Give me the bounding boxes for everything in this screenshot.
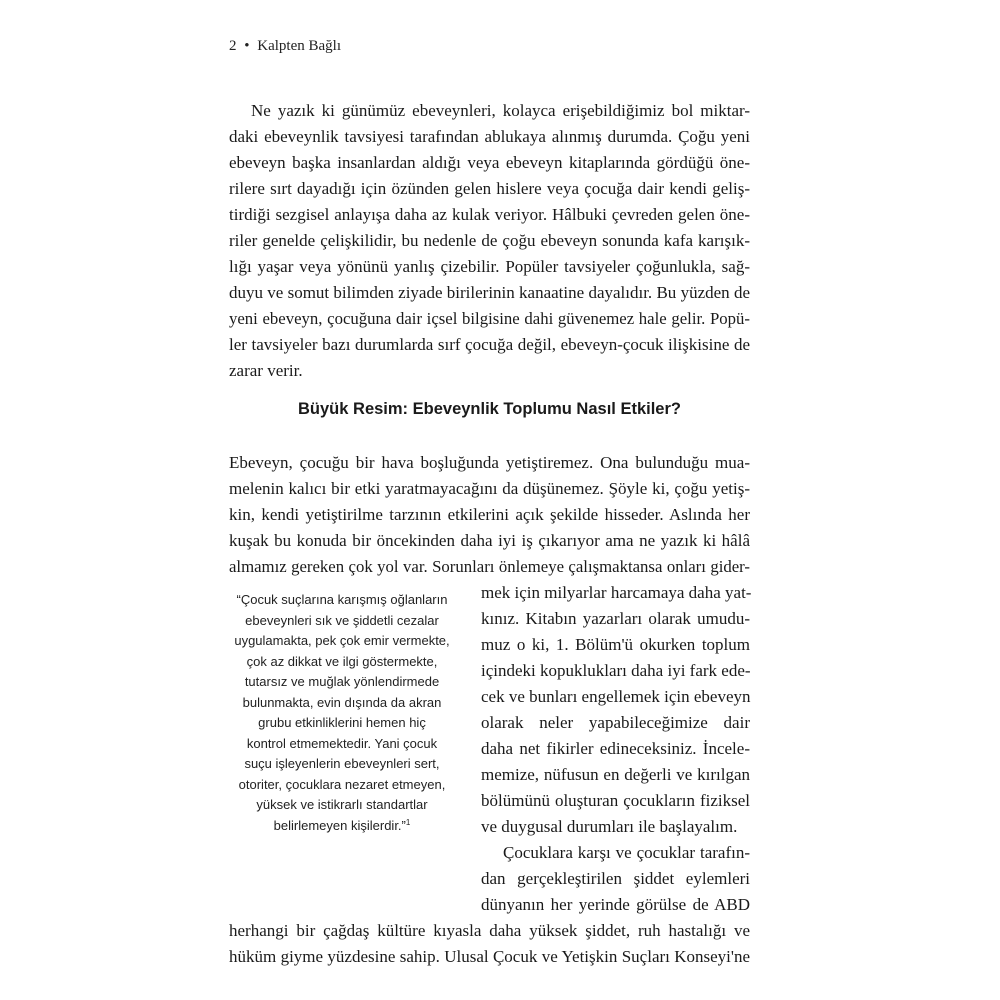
text-line: olarak neler yapabileceğimize dair: [481, 713, 750, 732]
running-header: [229, 38, 341, 55]
quote-line: bulunmakta, evin dışında da akran: [242, 694, 442, 710]
text-line: dan gerçekleştirilen şiddet eylemleri: [481, 869, 750, 888]
text-line: lığı yaşar veya yönünü yanlış çizebilir. Popüler tavsiyeler çoğunlukla, sağ-: [229, 257, 750, 276]
header-bullet: •: [244, 38, 250, 54]
quote-last-text: belirlemeyen kişilerdir.”: [273, 817, 406, 833]
text-line: riler genelde çelişkilidir, bu nedenle de çoğu ebeveyn sonunda kafa karışık-: [229, 231, 750, 250]
quote-line: otoriter, çocuklara nezaret etmeyen,: [238, 776, 446, 792]
text-line: hüküm giyme yüzdesine sahip. Ulusal Çocuk ve Yetişkin Suçları Konseyi'ne: [229, 947, 750, 966]
quote-line: yüksek ve istikrarlı standartlar: [256, 797, 428, 812]
text-line: duyu ve somut bilimden ziyade birilerinin kanaatine dayalıdır. Bu yüzden de: [229, 283, 750, 302]
text-line: yeni ebeveyn, çocuğuna dair içsel bilgisine dahi güvenemez hale gelir. Popü-: [229, 309, 750, 328]
section-heading: Büyük Resim: Ebeveynlik Toplumu Nasıl Etkiler?: [298, 400, 681, 418]
text-line: Ebeveyn, çocuğu bir hava boşluğunda yetiştiremez. Ona bulunduğu mua-: [229, 453, 750, 472]
page-number: 2: [229, 38, 237, 54]
text-line: ebeveyn başka insanlardan aldığı veya ebeveyn kitaplarında gördüğü öne-: [229, 153, 750, 172]
quote-line: kontrol etmemektedir. Yani çocuk: [246, 735, 438, 751]
text-line: bölümünü oluşturan çocukların fiziksel: [481, 791, 750, 810]
text-line: kuşak bu konuda bir öncekinden daha iyi iş çıkarıyor ama ne yazık ki hâlâ: [229, 531, 750, 550]
quote-line: uygulamakta, pek çok emir vermekte,: [234, 633, 450, 648]
quote-line: grubu etkinliklerini hemen hiç: [258, 715, 426, 730]
text-line: muz o ki, 1. Bölüm'ü okurken toplum: [481, 635, 750, 654]
text-line: zarar verir.: [229, 361, 303, 380]
text-line: içindeki kopuklukları daha iyi fark ede-: [481, 661, 751, 680]
pull-quote: [229, 590, 455, 836]
text-line: ve duygusal durumları ile başlayalım.: [481, 817, 738, 836]
text-line: ler tavsiyeler bazı durumlarda sırf çocuğa değil, ebeveyn-çocuk ilişkisine de: [229, 335, 750, 354]
text-line: daha net fikirler edineceksiniz. İncele-: [481, 739, 750, 758]
book-title: Kalpten Bağlı: [257, 38, 341, 54]
text-line: herhangi bir çağdaş kültüre kıyasla daha yüksek şiddet, ruh hastalığı ve: [229, 921, 750, 940]
text-line: melenin kalıcı bir etki yaratmayacağını da düşünemez. Şöyle ki, çoğu yetiş-: [229, 479, 750, 498]
quote-line: [229, 816, 455, 837]
quote-line: çok az dikkat ve ilgi göstermekte,: [246, 653, 438, 669]
text-line: almamız gereken çok yol var. Sorunları önlemeye çalışmaktansa onları gider-: [229, 557, 750, 576]
text-line: memize, nüfusun en değerli ve kırılgan: [481, 765, 750, 784]
text-line: tirdiği sezgisel anlayışa daha az kulak veriyor. Hâlbuki çevreden gelen öne-: [229, 205, 750, 224]
text-line: mek için milyarlar harcamaya daha yat-: [481, 583, 752, 602]
text-line: rilere sırt dayadığı için özünden gelen hislere veya çocuğa dair kendi geliş-: [229, 179, 750, 198]
text-line: dünyanın her yerinde görülse de ABD: [481, 895, 750, 914]
text-line: Çocuklara karşı ve çocuklar tarafın-: [503, 843, 750, 862]
quote-line: suçu işleyenlerin ebeveynleri sert,: [244, 756, 440, 771]
text-line: Ne yazık ki günümüz ebeveynleri, kolayca erişebildiğimiz bol miktar-: [251, 101, 750, 120]
quote-line: tutarsız ve muğlak yönlendirmede: [244, 674, 440, 689]
text-line: cek ve bunları engellemek için ebeveyn: [481, 687, 751, 706]
text-line: daki ebeveynlik tavsiyesi tarafından ablukaya alınmış durumda. Çoğu yeni: [229, 127, 750, 146]
text-line: kin, kendi yetiştirilme tarzının etkilerini açık şekilde hisseder. Aslında her: [229, 505, 750, 524]
quote-line: ebeveynleri sık ve şiddetli cezalar: [245, 612, 439, 628]
text-line: kınız. Kitabın yazarları olarak umudu-: [481, 609, 750, 628]
footnote-marker: 1: [405, 817, 411, 827]
quote-line: “Çocuk suçlarına karışmış oğlanların: [236, 592, 448, 607]
